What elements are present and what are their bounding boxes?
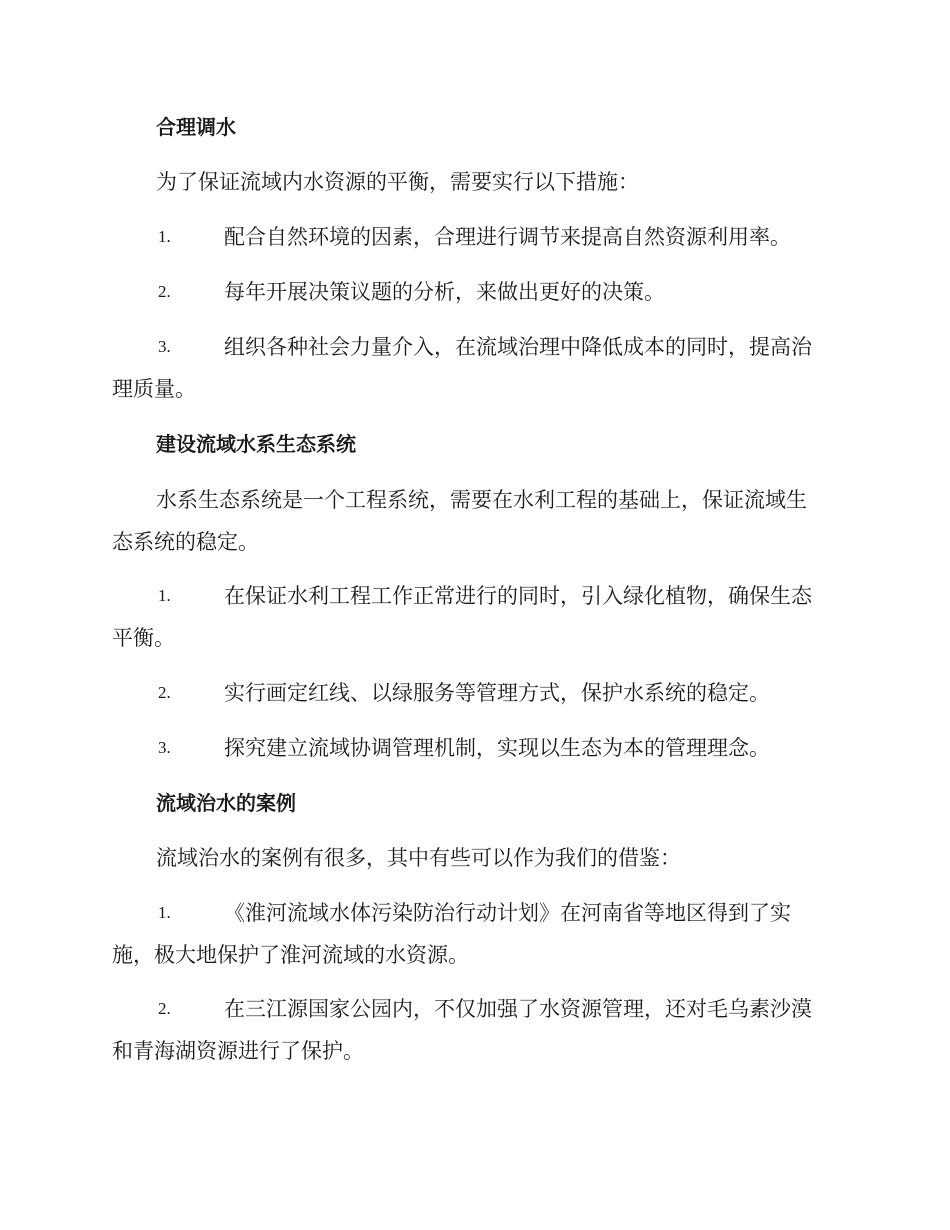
section-heading: 流域治水的案例 — [156, 791, 296, 815]
list-item-text: 组织各种社会力量介入，在流域治理中降低成本的同时，提高治 — [224, 335, 812, 359]
list-item-number: 1. — [158, 227, 171, 246]
list-item-number: 1. — [158, 903, 171, 922]
section-heading: 建设流域水系生态系统 — [156, 432, 356, 456]
list-item-text: 探究建立流域协调管理机制，实现以生态为本的管理理念。 — [224, 736, 770, 760]
list-item-text-continued: 平衡。 — [112, 626, 175, 650]
section-intro-continued: 态系统的稳定。 — [112, 530, 259, 554]
list-item-text: 在三江源国家公园内，不仅加强了水资源管理，还对毛乌素沙漠 — [224, 997, 812, 1021]
list-item-text: 在保证水利工程工作正常进行的同时，引入绿化植物，确保生态 — [224, 584, 812, 608]
list-item-number: 1. — [158, 586, 171, 605]
list-item-number: 3. — [158, 337, 171, 356]
list-item-text: 配合自然环境的因素，合理进行调节来提高自然资源利用率。 — [224, 225, 791, 249]
list-item-text-continued: 和青海湖资源进行了保护。 — [112, 1039, 364, 1063]
list-item-text-continued: 施，极大地保护了淮河流域的水资源。 — [112, 943, 469, 967]
list-item-text: 《淮河流域水体污染防治行动计划》在河南省等地区得到了实 — [224, 901, 791, 925]
section-intro: 为了保证流域内水资源的平衡，需要实行以下措施： — [156, 170, 639, 194]
list-item-text-continued: 理质量。 — [112, 377, 196, 401]
list-item-number: 2. — [158, 683, 171, 702]
list-item-text: 每年开展决策议题的分析，来做出更好的决策。 — [224, 280, 665, 304]
section-intro: 水系生态系统是一个工程系统，需要在水利工程的基础上，保证流域生 — [156, 488, 807, 512]
list-item-number: 2. — [158, 999, 171, 1018]
section-heading: 合理调水 — [156, 115, 236, 139]
list-item-number: 3. — [158, 738, 171, 757]
list-item-number: 2. — [158, 282, 171, 301]
list-item-text: 实行画定红线、以绿服务等管理方式，保护水系统的稳定。 — [224, 681, 770, 705]
section-intro: 流域治水的案例有很多，其中有些可以作为我们的借鉴： — [156, 846, 681, 870]
